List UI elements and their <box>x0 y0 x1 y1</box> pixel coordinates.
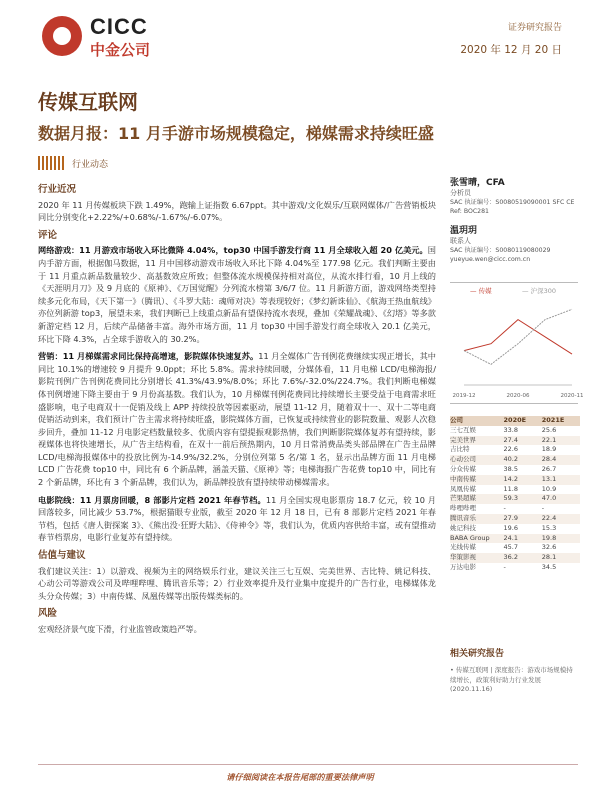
valuation-table <box>450 416 580 573</box>
table-cell: 59.3 <box>503 494 519 503</box>
table-cell: 14.2 <box>503 474 519 483</box>
table-cell: 45.7 <box>503 543 519 552</box>
table-cell: 光线传媒 <box>450 543 476 552</box>
analyst-name: 温玥玥 <box>450 226 478 236</box>
recommendation-heading: 估值与建议 <box>38 550 86 562</box>
table-cell: 吉比特 <box>450 445 470 454</box>
logo-chinese: 中金公司 <box>90 41 151 59</box>
table-cell: 万达电影 <box>450 562 476 571</box>
table-cell: 分众传媒 <box>450 464 476 473</box>
table-cell: 28.1 <box>541 553 557 562</box>
table-cell: 芒果超媒 <box>450 494 476 503</box>
table-cell: 27.9 <box>503 513 519 522</box>
table-cell: 19.8 <box>541 533 557 542</box>
category-title: 传媒互联网 <box>38 90 138 114</box>
x-tick-label: 2020-06 <box>506 393 530 399</box>
table-cell: 28.4 <box>541 455 557 464</box>
table-row <box>450 436 580 446</box>
risk-paragraph: 宏观经济景气度下滑，行业监管政策趋严等。 <box>38 624 202 634</box>
table-cell: 36.2 <box>503 553 519 562</box>
table-cell: 34.5 <box>541 562 557 571</box>
table-header <box>450 416 580 426</box>
table-cell: 25.6 <box>541 425 557 434</box>
report-type: 行业动态 <box>72 160 109 170</box>
analyst-1 <box>450 178 575 216</box>
table-cell: - <box>503 562 506 571</box>
table-cell: 22.6 <box>503 445 519 454</box>
table-header-cell: 2020E <box>503 416 527 424</box>
analyst-credentials: SAC 执证编号：S0080119080029 yueyue.wen@cicc.com.cn <box>450 247 551 263</box>
gaming-paragraph <box>38 244 436 345</box>
recommendation-paragraph: 我们建议关注：1）以游戏、视频为主的网络娱乐行业，建议关注三七互娱、完美世界、吉比特、姚记科技、心动公司等游戏公司及哔哩哔哩、腾讯音乐等；2）行业效率提升及行业集中度提升的广告行业，电梯媒体龙头分众传媒；3）中南传媒、凤凰传媒等出版传媒类标的。 <box>38 565 436 601</box>
logo-english: CICC <box>90 14 148 39</box>
table-cell: 22.1 <box>541 435 557 444</box>
analyst-panel <box>450 178 575 264</box>
table-cell: - <box>541 504 545 513</box>
series-line-沪深300 <box>464 309 572 364</box>
table-cell: 10.9 <box>541 484 557 493</box>
analyst-role: 分析员 <box>450 189 471 197</box>
series-line-传媒 <box>464 320 572 354</box>
analyst-credentials: SAC 执证编号：S0080519090001 SFC CE Ref: BOC281 <box>450 199 575 215</box>
analyst-2 <box>450 226 575 264</box>
table-cell: 华策影视 <box>450 553 476 562</box>
table-cell: 47.0 <box>541 494 557 503</box>
table-row <box>450 543 580 553</box>
cicc-logo <box>42 14 172 62</box>
overview-heading: 行业近况 <box>38 184 77 195</box>
related-research-heading: 相关研究报告 <box>450 649 505 659</box>
table-cell: - <box>503 504 506 513</box>
main-body <box>38 178 436 641</box>
table-body <box>450 426 580 573</box>
table-header-cell: 公司 <box>450 416 463 424</box>
table-row <box>450 563 580 573</box>
table-row <box>450 445 580 455</box>
marketing-paragraph <box>38 350 436 489</box>
risk-heading: 风险 <box>38 608 58 620</box>
table-row <box>450 514 580 524</box>
table-cell: 33.8 <box>503 425 519 434</box>
table-row <box>450 426 580 436</box>
table-cell: 18.9 <box>541 445 557 454</box>
table-header-cell: 2021E <box>541 416 565 424</box>
table-cell: 哔哩哔哩 <box>450 504 476 513</box>
table-cell: 完美世界 <box>450 435 476 444</box>
table-row <box>450 465 580 475</box>
marketing-body: 11 月全媒体广告刊例花费继续实现正增长，其中同比 10.1%的增速较 9 月提升 9.0ppt；环比 5.8%。需求持续回暖，分媒体看，11 月电梯 LCD/电梯海报/影院刊例广告刊例花费同比分别增长 41.3%/43.9%/8.0%；环比 7.6%/-32.0%/224.7%。我们判断电梯媒体刊例增速下降主要由于 9 月份高基数。我们认为，10 月梯媒刊例花费同比持续增长主要受益于电商需求旺盛影响，电子电商双十一促销及线上 APP 持续投放等因素驱动，展望 11-12 月，随着双十一、双十二等电商促销活动到来，我们预计广告主需求将持续旺盛，影院媒体方面，已恢复或持续营业的影院数量、观影人次稳步回升，叠加 11-12 月电影定档数量较多、优质内容有望提振观影热情，我们判断影院媒体复苏有望持续，影视媒体也将快速增长，从广告主结构看，在双十一前后预热期内，10 月日常消费品类头部品牌在广告主品牌 LCD/电梯海报媒体中的投放比例为-14.9%/32.2%，分别位列第 5 名/第 1 名，显示出品牌方面 11 月电梯 LCD 广告花费 top10 中，同比有 6 个新品牌，涵盖天猫、《原神》等；电梯海报广告花费 top10 中，同比有 2 个新品牌，环比有 3 个新品牌，我们认为，新品牌投放有望持续带动梯媒需求。 <box>38 351 436 488</box>
stripe-decoration <box>38 156 66 170</box>
table-cell: 38.5 <box>503 464 519 473</box>
comment-heading: 评论 <box>38 229 58 241</box>
table-cell: 19.6 <box>503 523 519 532</box>
legend-label: — 传媒 <box>470 287 492 295</box>
table-cell: 11.8 <box>503 484 519 493</box>
table-row <box>450 494 580 504</box>
table-row <box>450 504 580 514</box>
report-kicker: 证券研究报告 <box>507 23 562 33</box>
table-cell: 24.1 <box>503 533 519 542</box>
x-tick-label: 2020-11 <box>560 393 584 399</box>
table-cell: 三七互娱 <box>450 425 476 434</box>
table-cell: 腾讯音乐 <box>450 513 476 522</box>
marketing-lead: 营销：11 月梯媒需求同比保持高增速，影院媒体快速复苏。 <box>38 351 259 362</box>
table-cell: 27.4 <box>503 435 519 444</box>
table-cell: 中南传媒 <box>450 474 476 483</box>
gaming-body: 国内手游方面，根据伽马数据，11 月中国移动游戏市场收入环比下降 4.04%至 177.98 亿元。我们判断主要由于 11 月重点新品数量较少、高基数效应所致；但整体流水规模保持相对高位，从流水排行看，10 月上线的《天涯明月刀》及 9 月底的《原神》、《万国觉醒》分列流水榜第 3/6/7 位。11 月新游方面，游戏网络类型持续多元化布局，《天下第一》（腾讯）、《斗罗大陆：魂师对决》等表现较好；《梦幻新诛仙》、《航海王热血航线》亦位列新游 top3，展望未来，我们判断已上线重点新品有望保持流水表现，叠加《荣耀战魂》、《幻塔》等多款新游定档 12 月，后续产品储备丰富。海外市场方面，11 月 top30 中国手游发行商全球收入 20.1 亿美元，环比下降 4.3%，占全球手游收入的 30.2%。 <box>38 245 436 344</box>
table-cell: 凤凰传媒 <box>450 484 476 493</box>
table-cell: 姚记科技 <box>450 523 476 532</box>
cinema-body: 11 月全国实现电影票房 18.7 亿元，较 10 月回落较多，同比减少 53.7%，根据猫眼专业版，截至 2020 年 12 月 18 日，已有 8 部影片定档 2021 年春节档，包括《唐人街探案 3》、《熊出没·狂野大陆》、《侍神令》等，我们认为，优质内容供给丰富，或有望推动春节档票房，电影行业复苏有望持续。 <box>38 494 436 543</box>
table-cell: 40.2 <box>503 455 519 464</box>
analyst-role: 联系人 <box>450 237 471 245</box>
table-row <box>450 475 580 485</box>
gaming-lead: 网络游戏：11 月游戏市场收入环比微降 4.04%，top30 中国手游发行商 11 月全球收入超 20 亿美元。 <box>38 245 428 256</box>
overview-paragraph: 2020 年 11 月传媒板块下跌 1.49%，跑输上证指数 6.67ppt。其中游戏/文化娱乐/互联网媒体/广告营销板块同比分别变化+2.22%/+0.68%/-1.67%/-6.07%。 <box>38 199 436 223</box>
table-cell: 15.3 <box>541 523 557 532</box>
footer-divider <box>38 764 578 765</box>
table-cell: 13.1 <box>541 474 557 483</box>
main-title: 数据月报：11 月手游市场规模稳定，梯媒需求持续旺盛 <box>38 124 434 143</box>
table-cell: 22.4 <box>541 513 557 522</box>
logo-mark-icon <box>42 16 82 56</box>
table-cell: 32.6 <box>541 543 557 552</box>
table-row <box>450 524 580 534</box>
table-cell: 心动公司 <box>450 455 476 464</box>
legend-label: — 沪深300 <box>522 287 556 295</box>
table-row <box>450 534 580 544</box>
cinema-lead: 电影院线：11 月票房回暖，8 部影片定档 2021 年春节档。 <box>38 494 266 505</box>
related-research-item[interactable]: • 传媒互联网 | 深度报告：游戏市场规模持续增长，政策利好助力行业发展 (2020.11.16) <box>450 666 573 693</box>
cinema-paragraph <box>38 494 436 544</box>
chart-svg <box>450 283 584 403</box>
analyst-name: 张雪晴，CFA <box>450 178 505 188</box>
performance-chart <box>450 282 584 404</box>
report-date: 2020 年 12 月 20 日 <box>460 44 562 56</box>
x-tick-label: 2019-12 <box>452 393 476 399</box>
table-cell: BABA Group <box>450 533 490 542</box>
table-row <box>450 455 580 465</box>
table-row <box>450 553 580 563</box>
table-cell: 26.7 <box>541 464 557 473</box>
legal-notice: 请仔细阅读在本报告尾部的重要法律声明 <box>226 772 374 782</box>
table-row <box>450 485 580 495</box>
